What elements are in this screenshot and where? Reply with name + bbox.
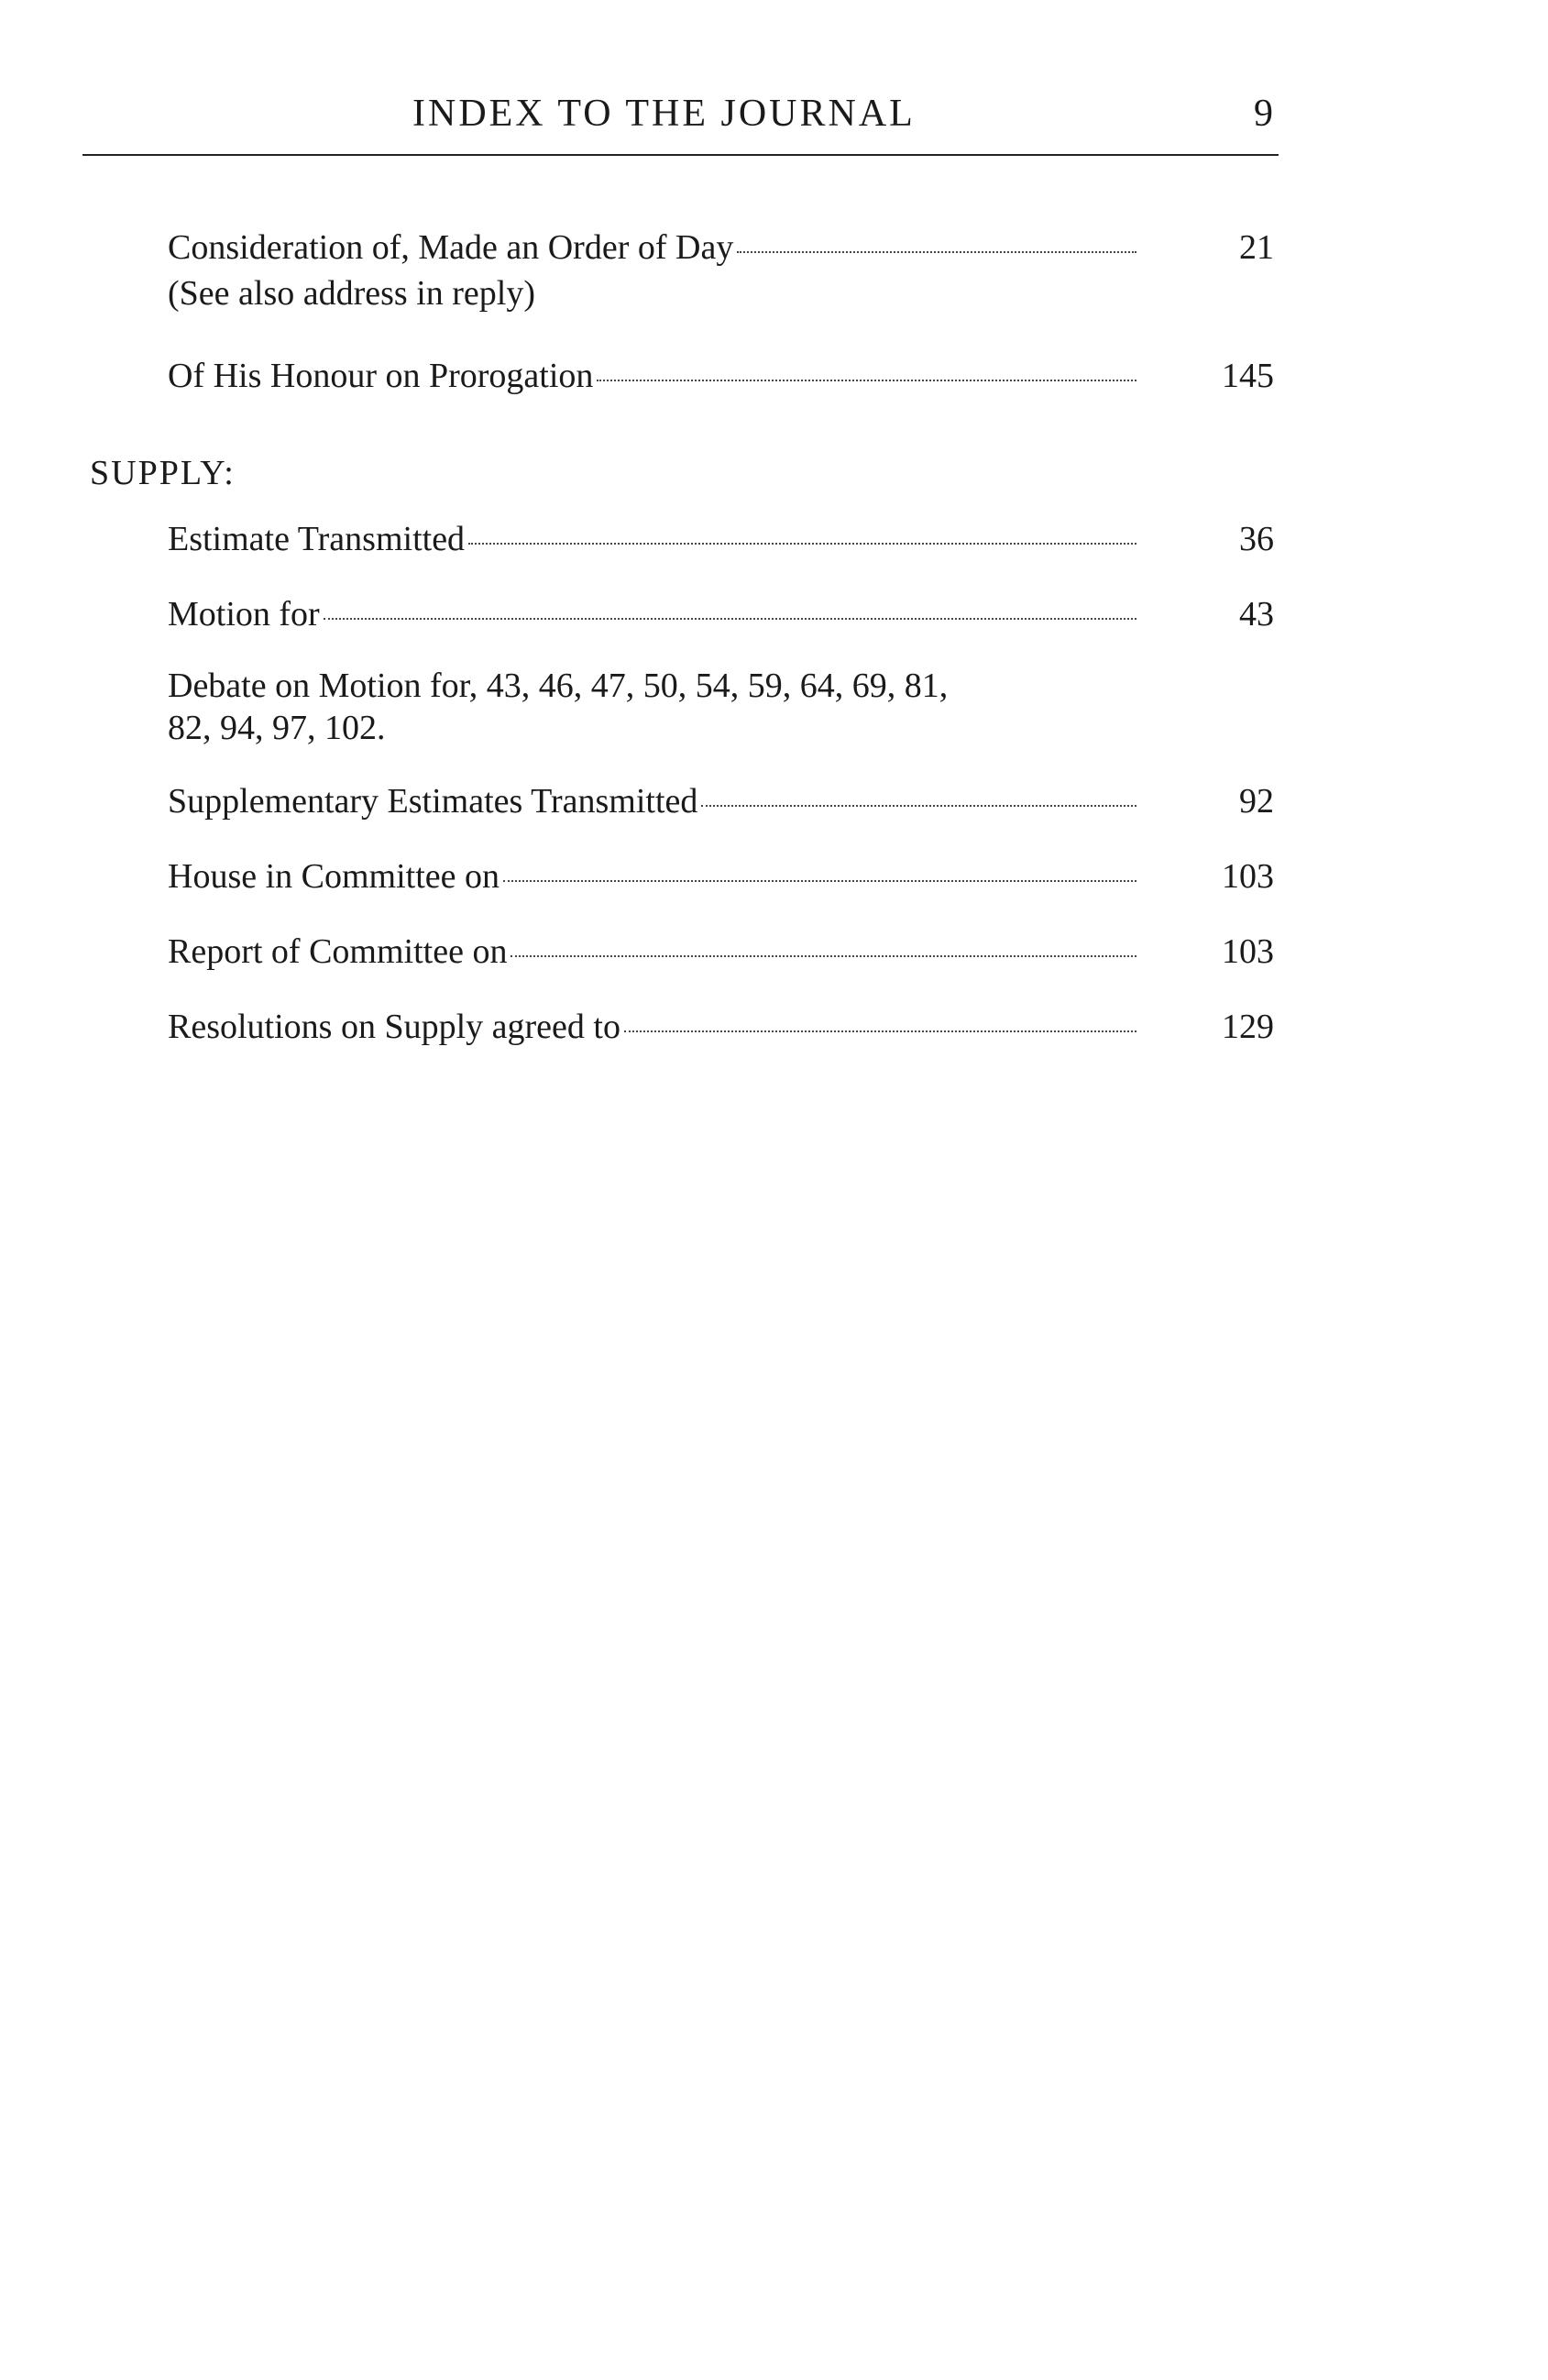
dot-leader	[511, 955, 1136, 957]
index-entry-consideration	[168, 226, 1136, 270]
running-header-title: INDEX TO THE JOURNAL	[412, 93, 916, 135]
section-heading-supply: SUPPLY:	[90, 454, 236, 492]
entry-page-number: 129	[1222, 1008, 1274, 1046]
dot-leader	[701, 805, 1136, 807]
entry-page-number: 145	[1222, 357, 1274, 395]
entry-page-number: 92	[1239, 782, 1274, 821]
header-rule	[82, 154, 1279, 156]
entry-label: Estimate Transmitted	[168, 520, 466, 558]
dot-leader	[324, 618, 1136, 620]
entry-label: Resolutions on Supply agreed to	[168, 1008, 620, 1046]
index-entry-estimate	[168, 517, 1136, 561]
dot-leader	[737, 251, 1136, 253]
dot-leader	[503, 880, 1136, 882]
index-entry-house-in-committee	[168, 854, 1136, 898]
entry-page-number: 103	[1222, 857, 1274, 896]
index-entry-report-of-committee	[168, 930, 1136, 974]
entry-label: Report of Committee on	[168, 932, 508, 971]
entry-page-number: 36	[1239, 520, 1274, 558]
index-entry-prorogation	[168, 354, 1136, 398]
index-entry-motion	[168, 592, 1136, 636]
index-note-see-also: (See also address in reply)	[168, 274, 535, 313]
index-entry-resolutions	[168, 1005, 1136, 1049]
entry-label: House in Committee on	[168, 857, 500, 896]
entry-label: Consideration of, Made an Order of Day	[168, 228, 734, 267]
entry-label: Of His Honour on Prorogation	[168, 357, 594, 395]
entry-page-number: 43	[1239, 595, 1274, 634]
index-entry-debate-line-2: 82, 94, 97, 102.	[168, 709, 386, 747]
index-entry-debate-line-1: Debate on Motion for, 43, 46, 47, 50, 54, 59, 64, 69, 81,	[168, 667, 949, 705]
entry-label: Supplementary Estimates Transmitted	[168, 782, 698, 821]
entry-page-number: 103	[1222, 932, 1274, 971]
dot-leader	[597, 380, 1136, 381]
dot-leader	[624, 1030, 1136, 1032]
running-header-page-number: 9	[1254, 93, 1273, 135]
entry-page-number: 21	[1239, 228, 1274, 267]
dot-leader	[468, 543, 1136, 545]
index-entry-supplementary	[168, 779, 1136, 823]
entry-label: Motion for	[168, 595, 320, 634]
